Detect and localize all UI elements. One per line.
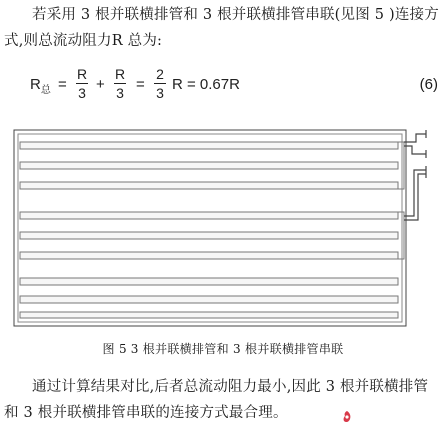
formula-lhs: R (30, 76, 41, 93)
pipe-group-middle (20, 212, 398, 259)
formula-lhs-subscript: 总 (40, 85, 51, 96)
stamp-mark-icon (342, 410, 352, 424)
fraction-2-numerator: R (114, 66, 126, 82)
fraction-2-denominator: 3 (116, 85, 124, 101)
pipe-connection-diagram (12, 128, 434, 330)
formula-result: R = 0.67R (172, 76, 240, 93)
fraction-3-numerator: 2 (156, 66, 164, 82)
intro-paragraph: 若采用 3 根并联横排管和 3 根并联横排管串联(见图 5 )连接方式,则总流动阻力R 总为: (4, 7, 439, 49)
equation-number: (6) (419, 76, 438, 93)
figure-caption-text: 3 根并联横排管和 3 根并联横排管串联 (130, 342, 344, 356)
formula-plus: + (96, 76, 105, 93)
figure-caption-label: 图 5 (102, 342, 127, 356)
formula-equals-2: = (136, 76, 145, 93)
pipe-group-lower (20, 278, 398, 318)
figure-caption (0, 340, 446, 357)
inlet-outlet-pipes (404, 134, 426, 220)
formula-equals: = (58, 76, 67, 93)
pipe-group-upper (20, 142, 398, 189)
fraction-1-denominator: 3 (78, 85, 86, 101)
pipe-header-right (398, 142, 404, 259)
fraction-2 (114, 66, 126, 101)
conclusion-paragraph: 通过计算结果对比,后者总流动阻力最小,因此 3 根并联横排管和 3 根并联横排管串联的连接方式最合理。 (4, 379, 429, 421)
fraction-3-denominator: 3 (156, 85, 164, 101)
fraction-1 (76, 66, 88, 101)
fraction-3 (154, 66, 166, 101)
fraction-1-numerator: R (76, 66, 88, 82)
